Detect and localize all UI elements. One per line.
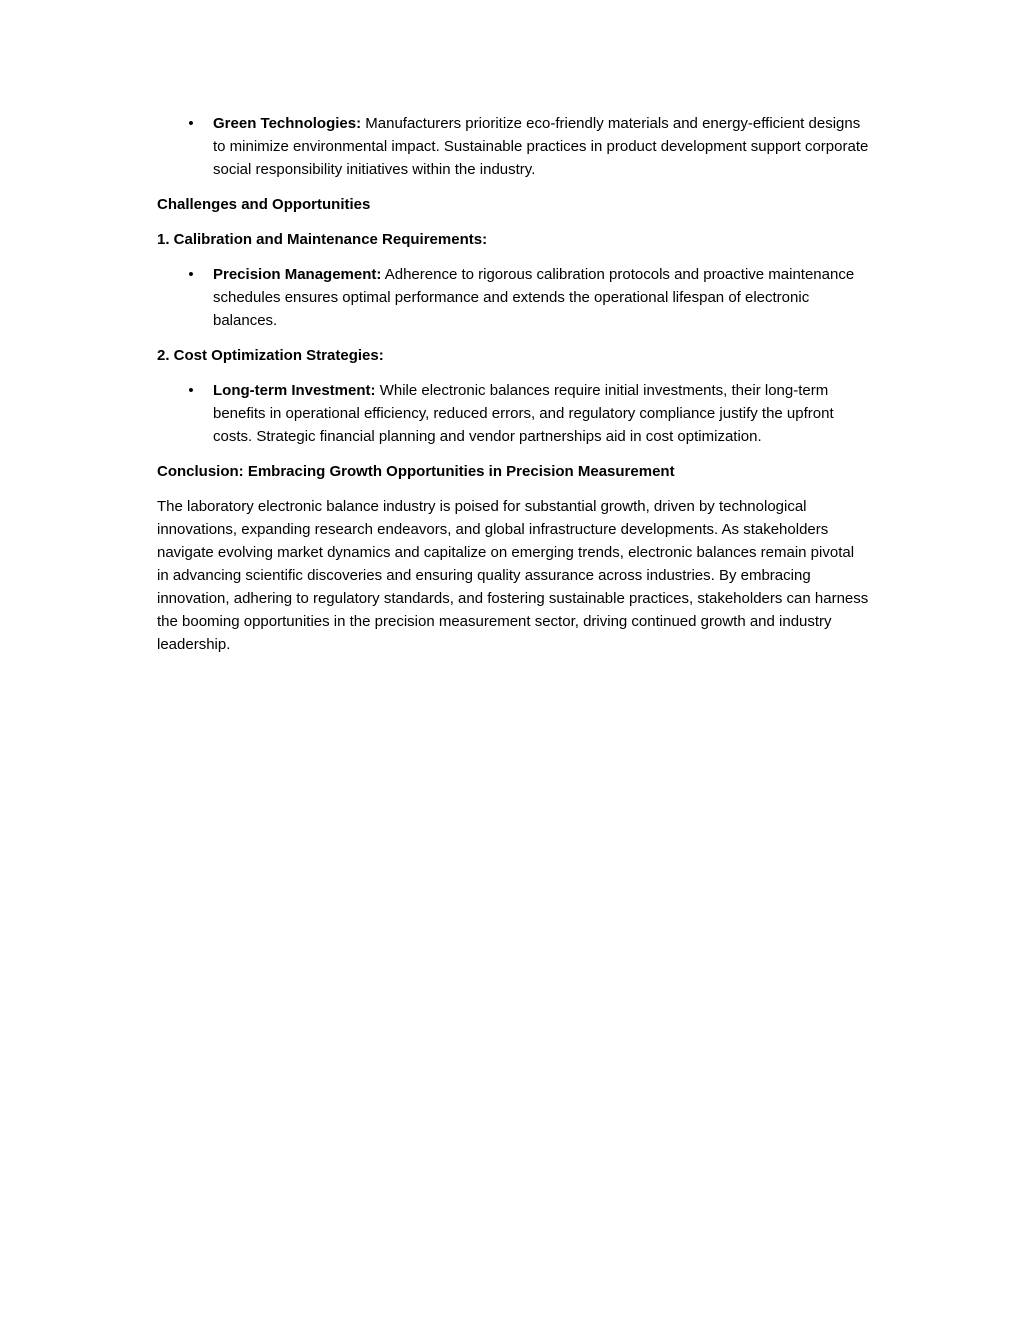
bullet-item-long-term-investment (157, 379, 869, 448)
bullet-label: Green Technologies: (213, 115, 362, 132)
bullet-item-green-technologies (157, 112, 869, 181)
bullet-label: Precision Management: (213, 266, 382, 283)
bullet-item-precision-management (157, 263, 869, 332)
subsection-heading: 2. Cost Optimization Strategies: (157, 347, 384, 364)
bullet-text: While electronic balances require initial investments, their long-term benefits in operational efficiency, reduced errors, and regulatory compliance justify the upfront costs. Strategic financial planning and vendor partnerships aid in cost optimization. (213, 382, 834, 445)
bullet-dot-icon: • (188, 266, 194, 283)
document-page (157, 112, 869, 668)
section-heading: Challenges and Opportunities (157, 196, 371, 213)
conclusion-heading: Conclusion: Embracing Growth Opportunities in Precision Measurement (157, 463, 675, 480)
bullet-label: Long-term Investment: (213, 382, 376, 399)
conclusion-paragraph: The laboratory electronic balance industry is poised for substantial growth, driven by technological innovations, expanding research endeavors, and global infrastructure developments. As stakeholders navigate evolving market dynamics and capitalize on emerging trends, electronic balances remain pivotal in advancing scientific discoveries and ensuring quality assurance across industries. By embracing innovation, adhering to regulatory standards, and fostering sustainable practices, stakeholders can harness the booming opportunities in the precision measurement sector, driving continued growth and industry leadership. (157, 498, 869, 653)
bullet-text: Manufacturers prioritize eco-friendly materials and energy-efficient designs to minimize environmental impact. Sustainable practices in product development support corporate social responsibility initiatives within the industry. (213, 115, 869, 178)
bullet-dot-icon: • (188, 382, 194, 399)
bullet-dot-icon: • (188, 115, 194, 132)
bullet-text: Adherence to rigorous calibration protocols and proactive maintenance schedules ensures optimal performance and extends the operational lifespan of electronic balances. (213, 266, 855, 329)
subsection-heading: 1. Calibration and Maintenance Requirements: (157, 231, 488, 248)
